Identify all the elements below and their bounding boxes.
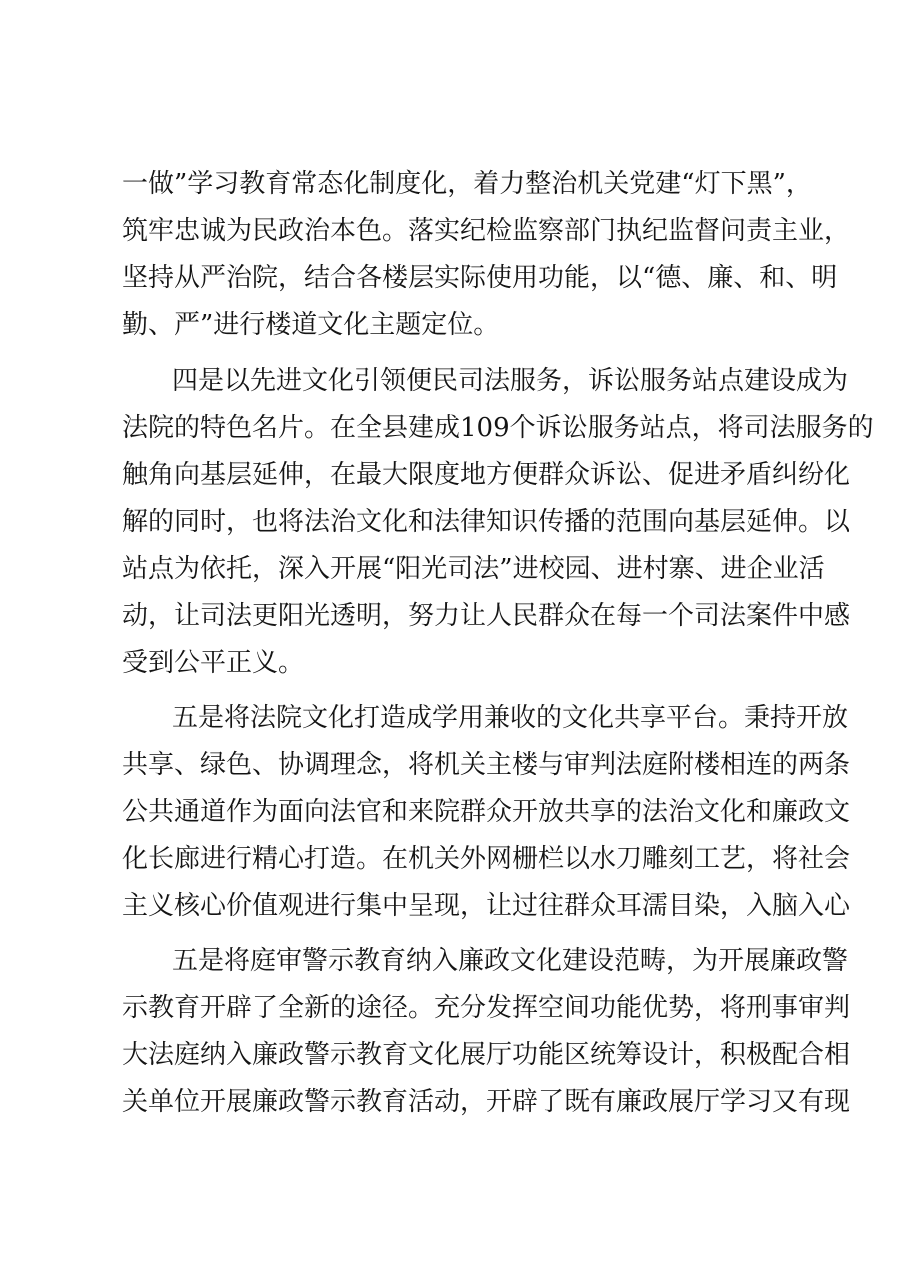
paragraph-6-first-line: 五是将庭审警示教育纳入廉政文化建设范畴，为开展廉政警 — [172, 946, 849, 976]
text-line-20: 关单位开展廉政警示教育活动，开辟了既有廉政展厅学习又有现 — [122, 1087, 851, 1117]
text-line-9: 站点为依托，深入开展“阳光司法”进校园、进村寨、进企业活 — [122, 554, 825, 584]
paragraph-4-first-line: 四是以先进文化引领便民司法服务，诉讼服务站点建设成为 — [172, 366, 849, 396]
text-line-15: 化长廊进行精心打造。在机关外网栅栏以水刀雕刻工艺，将社会 — [122, 844, 851, 874]
text-line-11: 受到公平正义。 — [122, 648, 305, 678]
text-line-18: 示教育开辟了全新的途径。充分发挥空间功能优势，将刑事审判 — [122, 993, 851, 1023]
text-line-10: 动，让司法更阳光透明，努力让人民群众在每一个司法案件中感 — [122, 601, 851, 631]
text-line-3: 坚持从严治院，结合各楼层实际使用功能，以“德、廉、和、明 — [122, 263, 838, 293]
text-line-2: 筑牢忠诚为民政治本色。落实纪检监察部门执纪监督问责主业， — [122, 216, 851, 246]
paragraph-5-first-line: 五是将法院文化打造成学用兼收的文化共享平台。秉持开放 — [172, 703, 849, 733]
text-line-1: 一做”学习教育常态化制度化，着力整治机关党建“灯下黑”， — [122, 169, 812, 199]
text-line-7: 触角向基层延伸，在最大限度地方便群众诉讼、促进矛盾纠纷化 — [122, 460, 851, 490]
text-line-14: 公共通道作为面向法官和来院群众开放共享的法治文化和廉政文 — [122, 797, 851, 827]
text-line-13: 共享、绿色、协调理念，将机关主楼与审判法庭附楼相连的两条 — [122, 750, 851, 780]
text-line-16: 主义核心价值观进行集中呈现，让过往群众耳濡目染，入脑入心 — [122, 891, 851, 921]
text-line-8: 解的同时，也将法治文化和法律知识传播的范围向基层延伸。以 — [122, 507, 851, 537]
text-line-19: 大法庭纳入廉政警示教育文化展厅功能区统筹设计，积极配合相 — [122, 1040, 851, 1070]
text-line-6: 法院的特色名片。在全县建成109个诉讼服务站点，将司法服务的 — [122, 413, 874, 443]
text-line-4: 勤、严”进行楼道文化主题定位。 — [122, 310, 500, 340]
